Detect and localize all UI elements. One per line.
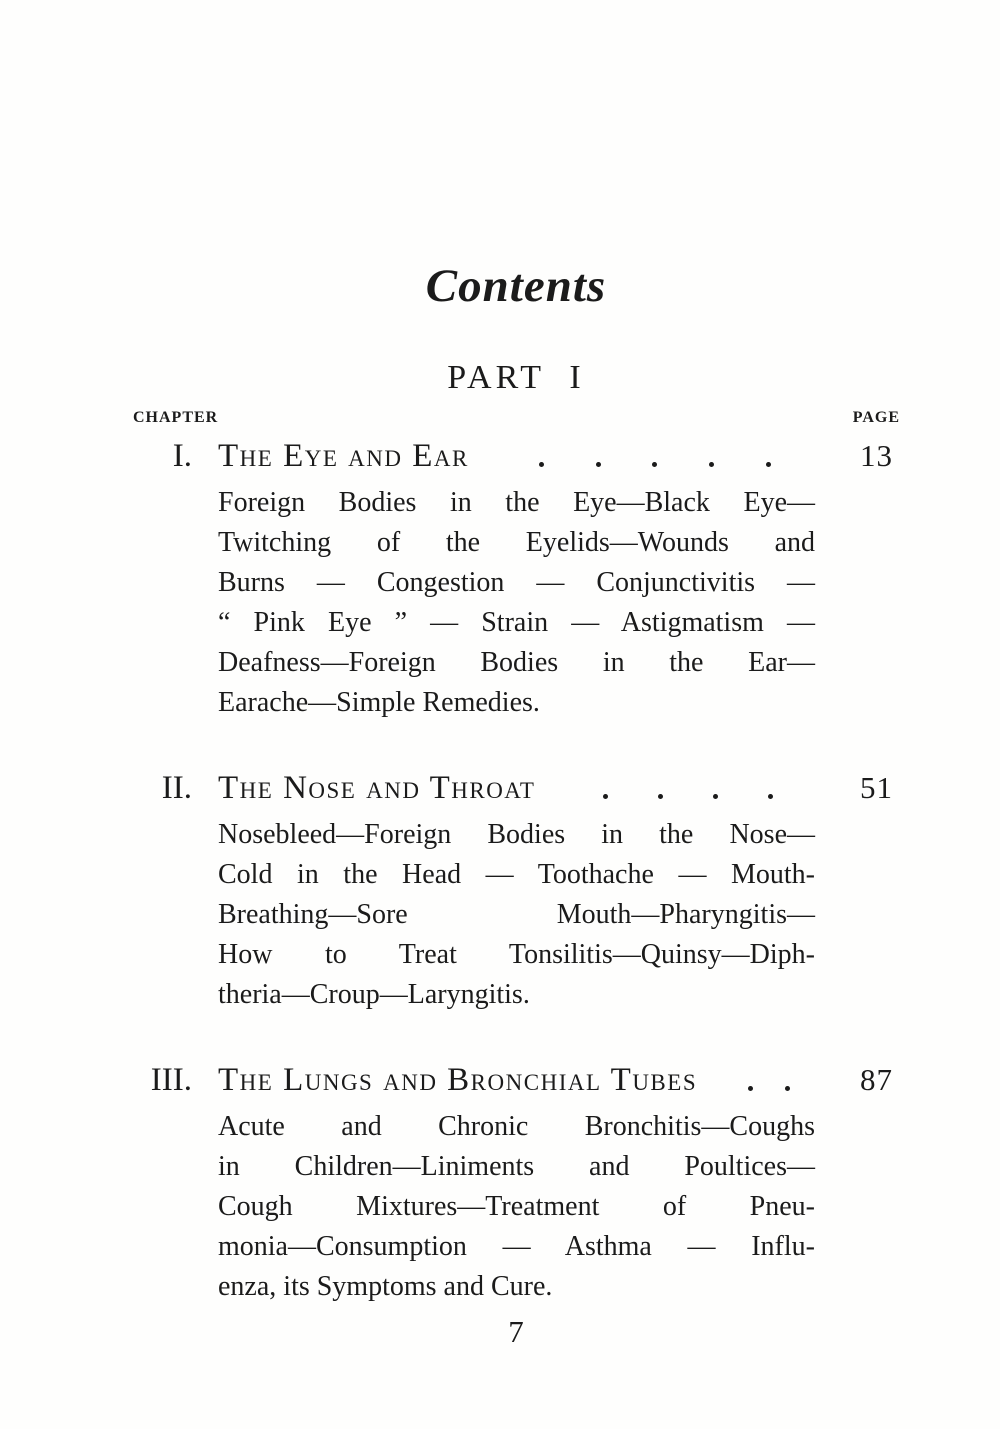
chapter-numeral: I. — [172, 438, 192, 474]
description-line: Cold in the Head — Toothache — Mouth- — [218, 859, 815, 890]
leader-dot — [785, 1086, 790, 1091]
leader-dot — [539, 462, 544, 467]
chapter-heading-row — [120, 1061, 893, 1099]
chapter-column-header: CHAPTER — [133, 409, 219, 426]
description-line: in Children—Liniments and Poultices— — [218, 1151, 815, 1182]
description-line: Twitching of the Eyelids—Wounds and — [218, 527, 815, 558]
chapter-description — [218, 483, 815, 723]
dot-leader — [715, 1061, 823, 1099]
description-line: How to Treat Tonsilitis—Quinsy—Diph- — [218, 939, 815, 970]
leader-dot — [748, 1086, 753, 1091]
description-line: Nosebleed—Foreign Bodies in the Nose— — [218, 819, 815, 850]
page-title: Contents — [425, 260, 607, 312]
description-line: enza, its Symptoms and Cure. — [218, 1271, 553, 1302]
chapter-description — [218, 815, 815, 1015]
leader-dot — [713, 794, 718, 799]
column-headers — [133, 409, 900, 427]
description-line: Acute and Chronic Bronchitis—Coughs — [218, 1111, 815, 1142]
description-line: Deafness—Foreign Bodies in the Ear— — [218, 647, 815, 678]
description-line: monia—Consumption — Asthma — Influ- — [218, 1231, 815, 1262]
chapter-heading-row — [120, 437, 893, 475]
chapter-numeral: III. — [150, 1062, 192, 1098]
leader-dot — [768, 794, 773, 799]
leader-dot — [709, 462, 714, 467]
part-heading: PART I — [447, 359, 585, 396]
chapter-entry — [0, 1061, 1000, 1307]
chapter-title: The Nose and Throat — [218, 770, 536, 806]
chapter-page-number: 87 — [860, 1062, 893, 1097]
chapter-title: The Lungs and Bronchial Tubes — [218, 1062, 698, 1098]
chapter-description — [218, 1107, 815, 1307]
description-line: theria—Croup—Laryngitis. — [218, 979, 530, 1010]
description-line: Breathing—Sore Mouth—Pharyngitis— — [218, 899, 815, 930]
dot-leader — [553, 769, 823, 807]
description-line: “ Pink Eye ” — Strain — Astigmatism — — [218, 607, 815, 638]
description-line: Earache—Simple Remedies. — [218, 687, 540, 718]
description-line: Cough Mixtures—Treatment of Pneu- — [218, 1191, 815, 1222]
page-column-header: PAGE — [852, 409, 900, 426]
chapter-entry — [0, 769, 1000, 1015]
chapter-numeral: II. — [161, 770, 192, 806]
chapter-list — [0, 437, 1000, 1307]
leader-dot — [603, 794, 608, 799]
leader-dot — [652, 462, 657, 467]
description-line: Burns — Congestion — Conjunctivitis — — [218, 567, 815, 598]
chapter-page-number: 51 — [860, 770, 893, 805]
description-line: Foreign Bodies in the Eye—Black Eye— — [218, 487, 815, 518]
leader-dot — [596, 462, 601, 467]
chapter-entry — [0, 437, 1000, 723]
dot-leader — [487, 437, 823, 475]
leader-dot — [658, 794, 663, 799]
chapter-page-number: 13 — [860, 438, 893, 473]
chapter-title: The Eye and Ear — [218, 438, 469, 474]
folio-page-number: 7 — [508, 1314, 524, 1349]
chapter-heading-row — [120, 769, 893, 807]
leader-dot — [766, 462, 771, 467]
